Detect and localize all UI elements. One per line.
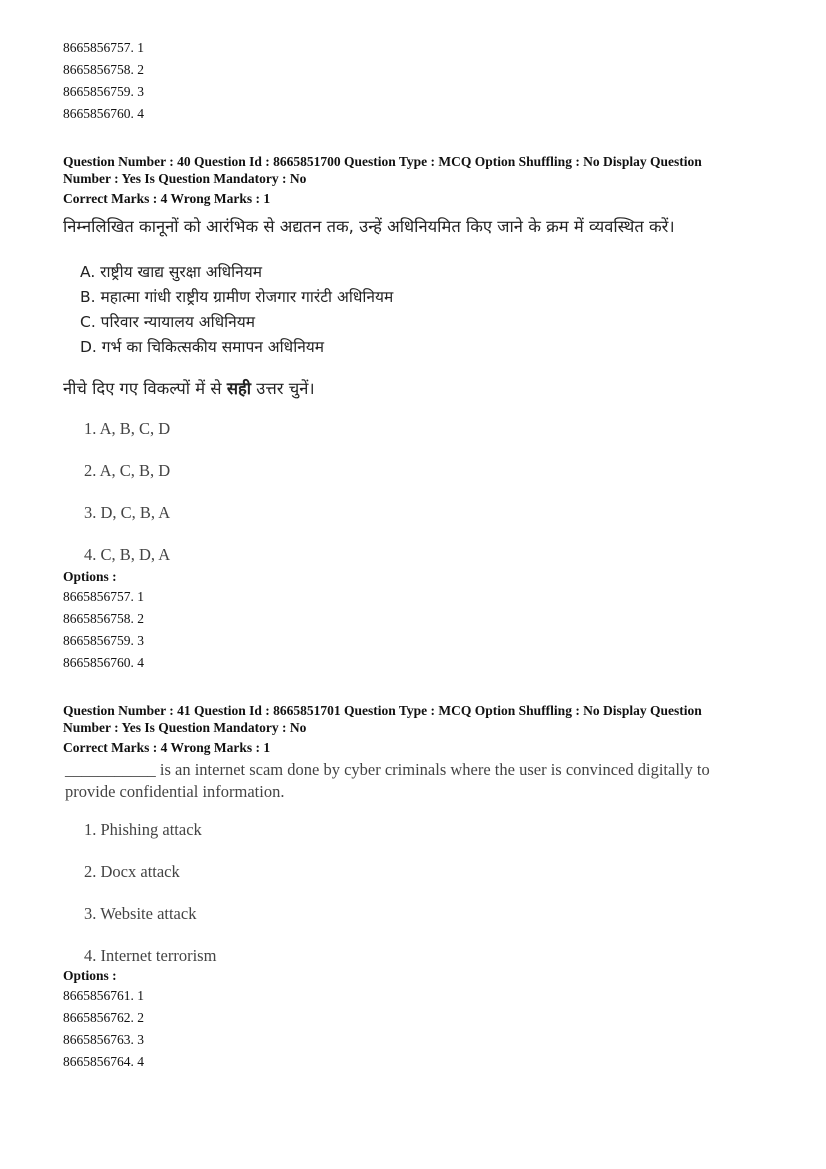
answer-choice: 1. Phishing attack xyxy=(84,820,202,839)
answer-choice: 2. Docx attack xyxy=(84,862,180,881)
answer-choice: 3. Website attack xyxy=(84,904,197,923)
answer-choice: 2. A, C, B, D xyxy=(84,461,171,480)
options-label: Options : xyxy=(63,968,117,983)
question-header-cont: Number : Yes Is Question Mandatory : No xyxy=(63,171,307,186)
question-header: Question Number : 40 Question Id : 8665851700 Question Type : MCQ Option Shuffling : No Display Question xyxy=(63,154,702,169)
option-line: 8665856760. 4 xyxy=(63,655,144,670)
marks-line: Correct Marks : 4 Wrong Marks : 1 xyxy=(63,740,271,755)
statement-item: D. गर्भ का चिकित्सकीय समापन अधिनियम xyxy=(80,338,325,356)
instruction-pre: नीचे दिए गए विकल्पों में से xyxy=(63,379,227,398)
option-line: 8665856763. 3 xyxy=(63,1032,144,1047)
option-line: 8665856759. 3 xyxy=(63,633,144,648)
option-line: 8665856762. 2 xyxy=(63,1010,144,1025)
answer-choice: 4. C, B, D, A xyxy=(84,545,171,564)
statement-item: C. परिवार न्यायालय अधिनियम xyxy=(80,313,256,331)
options-label: Options : xyxy=(63,569,117,584)
statement-item: A. राष्ट्रीय खाद्य सुरक्षा अधिनियम xyxy=(80,263,263,281)
option-line: 8665856759. 3 xyxy=(63,84,144,99)
instruction-post: उत्तर चुनें। xyxy=(251,379,315,398)
answer-choice: 4. Internet terrorism xyxy=(84,946,217,965)
instruction-bold: सही xyxy=(226,379,252,398)
answer-choice: 1. A, B, C, D xyxy=(84,419,171,438)
option-line: 8665856758. 2 xyxy=(63,62,144,77)
question-header: Question Number : 41 Question Id : 8665851701 Question Type : MCQ Option Shuffling : No Display Question xyxy=(63,703,702,718)
marks-line: Correct Marks : 4 Wrong Marks : 1 xyxy=(63,191,271,206)
option-line: 8665856757. 1 xyxy=(63,589,144,604)
option-line: 8665856764. 4 xyxy=(63,1054,144,1069)
question-text: निम्नलिखित कानूनों को आरंभिक से अद्यतन तक, उन्हें अधिनियमित किए जाने के क्रम में व्यवस्थित करें। xyxy=(63,217,675,236)
question-header-cont: Number : Yes Is Question Mandatory : No xyxy=(63,720,307,735)
question-text: ___________ is an internet scam done by cyber criminals where the user is convinced digitally to xyxy=(65,760,710,779)
answer-choice: 3. D, C, B, A xyxy=(84,503,171,522)
instruction-text xyxy=(63,376,315,399)
option-line: 8665856758. 2 xyxy=(63,611,144,626)
option-line: 8665856760. 4 xyxy=(63,106,144,121)
option-line: 8665856761. 1 xyxy=(63,988,144,1003)
question-text-cont: provide confidential information. xyxy=(65,782,285,801)
statement-item: B. महात्मा गांधी राष्ट्रीय ग्रामीण रोजगार गारंटी अधिनियम xyxy=(80,288,394,306)
option-line: 8665856757. 1 xyxy=(63,40,144,55)
